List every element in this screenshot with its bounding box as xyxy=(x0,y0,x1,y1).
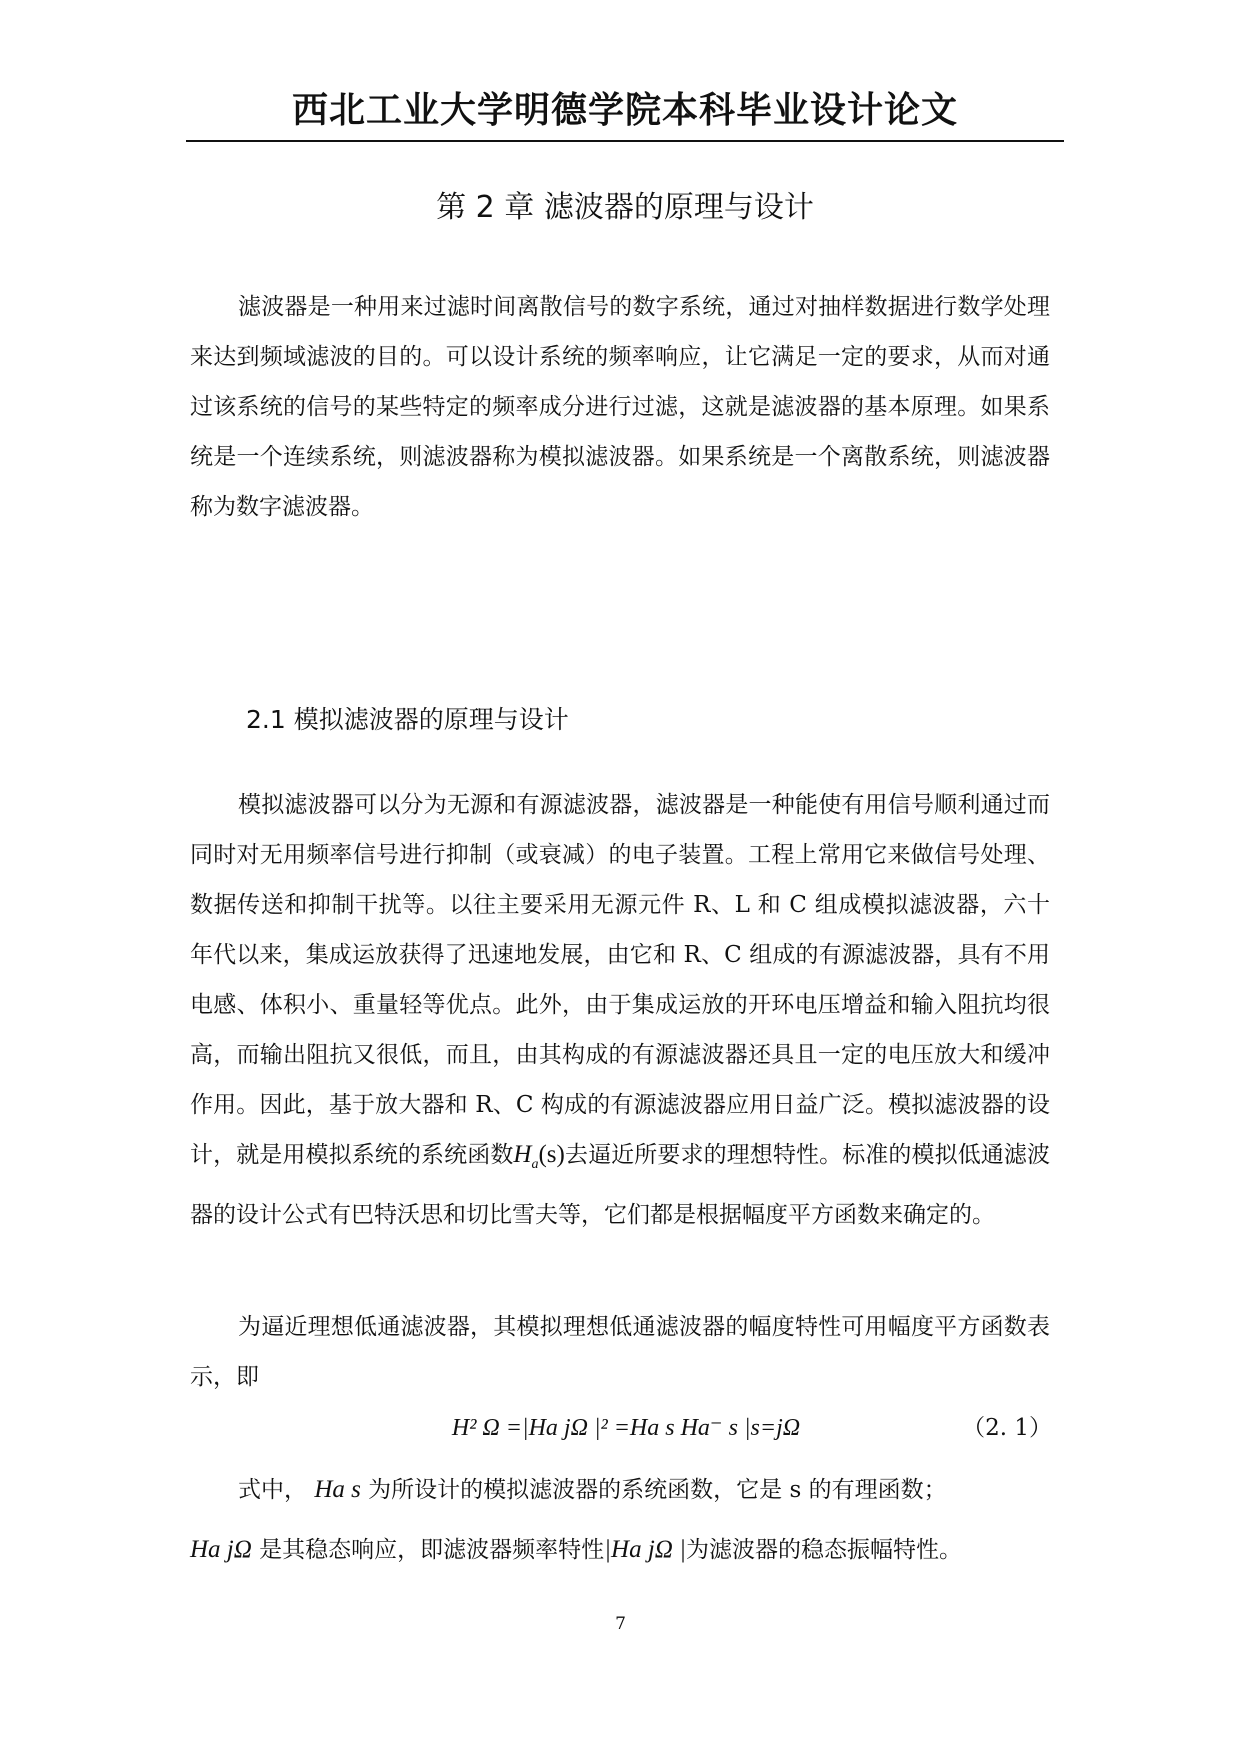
body-paragraph-1 xyxy=(190,780,1050,1240)
inline-math-ha-jomega: Ha jΩ xyxy=(190,1536,252,1563)
page-number: 7 xyxy=(615,1614,626,1634)
equation-row xyxy=(186,1403,1064,1453)
inline-math-ha: $H_a(s)$ xyxy=(513,1141,565,1172)
explanation-line-1: 式中， Ha s 为所设计的模拟滤波器的系统函数，它是 s 的有理函数； xyxy=(238,1476,947,1503)
inline-math-ha-s: Ha s xyxy=(314,1476,361,1503)
equation-number: （2. 1） xyxy=(962,1415,1052,1441)
explanation-line-2: Ha jΩ 是其稳态响应，即滤波器频率特性|Ha jΩ |为滤波器的稳态振幅特性。 xyxy=(190,1536,962,1563)
equation-2-1: H² Ω =|Ha jΩ |² =Ha s Ha⁻ s |s=jΩ xyxy=(451,1415,801,1441)
header-rule xyxy=(186,140,1064,142)
section-title: 2.1 模拟滤波器的原理与设计 xyxy=(246,705,569,734)
body-paragraph-2: 为逼近理想低通滤波器，其模拟理想低通滤波器的幅度特性可用幅度平方函数表示，即 xyxy=(190,1314,1050,1390)
inline-math-abs-ha-jomega: |Ha jΩ | xyxy=(604,1536,686,1563)
running-header-title: 西北工业大学明德学院本科毕业设计论文 xyxy=(291,90,958,131)
chapter-title: 第 2 章 滤波器的原理与设计 xyxy=(436,190,814,225)
body-paragraph-1-text-after: 去逼近所要求的理想特性。标准的模拟低通滤波器的设计公式有巴特沃思和切比雪夫等，它们都是根据幅度平方函数来确定的。 xyxy=(190,1142,1051,1228)
intro-paragraph: 滤波器是一种用来过滤时间离散信号的数字系统，通过对抽样数据进行数学处理来达到频域滤波的目的。可以设计系统的频率响应，让它满足一定的要求，从而对通过该系统的信号的某些特定的频率成分进行过滤，这就是滤波器的基本原理。如果系统是一个连续系统，则滤波器称为模拟滤波器。如果系统是一个离散系统，则滤波器称为数字滤波器。 xyxy=(190,294,1050,520)
body-paragraph-1-text-before: 模拟滤波器可以分为无源和有源滤波器，滤波器是一种能使有用信号顺利通过而同时对无用频率信号进行抑制（或衰减）的电子装置。工程上常用它来做信号处理、数据传送和抑制干扰等。以往主要采用无源元件 R、L 和 C 组成模拟滤波器，六十年代以来，集成运放获得了迅速地发展，由它和 R、C 组成的有源滤波器，具有不用电感、体积小、重量轻等优点。此外，由于集成运放的开环电压增益和输入阻抗均很高，而输出阻抗又很低，而且，由其构成的有源滤波器还具且一定的电压放大和缓冲作用。因此，基于放大器和 R、C 构成的有源滤波器应用日益广泛。模拟滤波器的设计，就是用模拟系统的系统函数 xyxy=(190,792,1050,1168)
